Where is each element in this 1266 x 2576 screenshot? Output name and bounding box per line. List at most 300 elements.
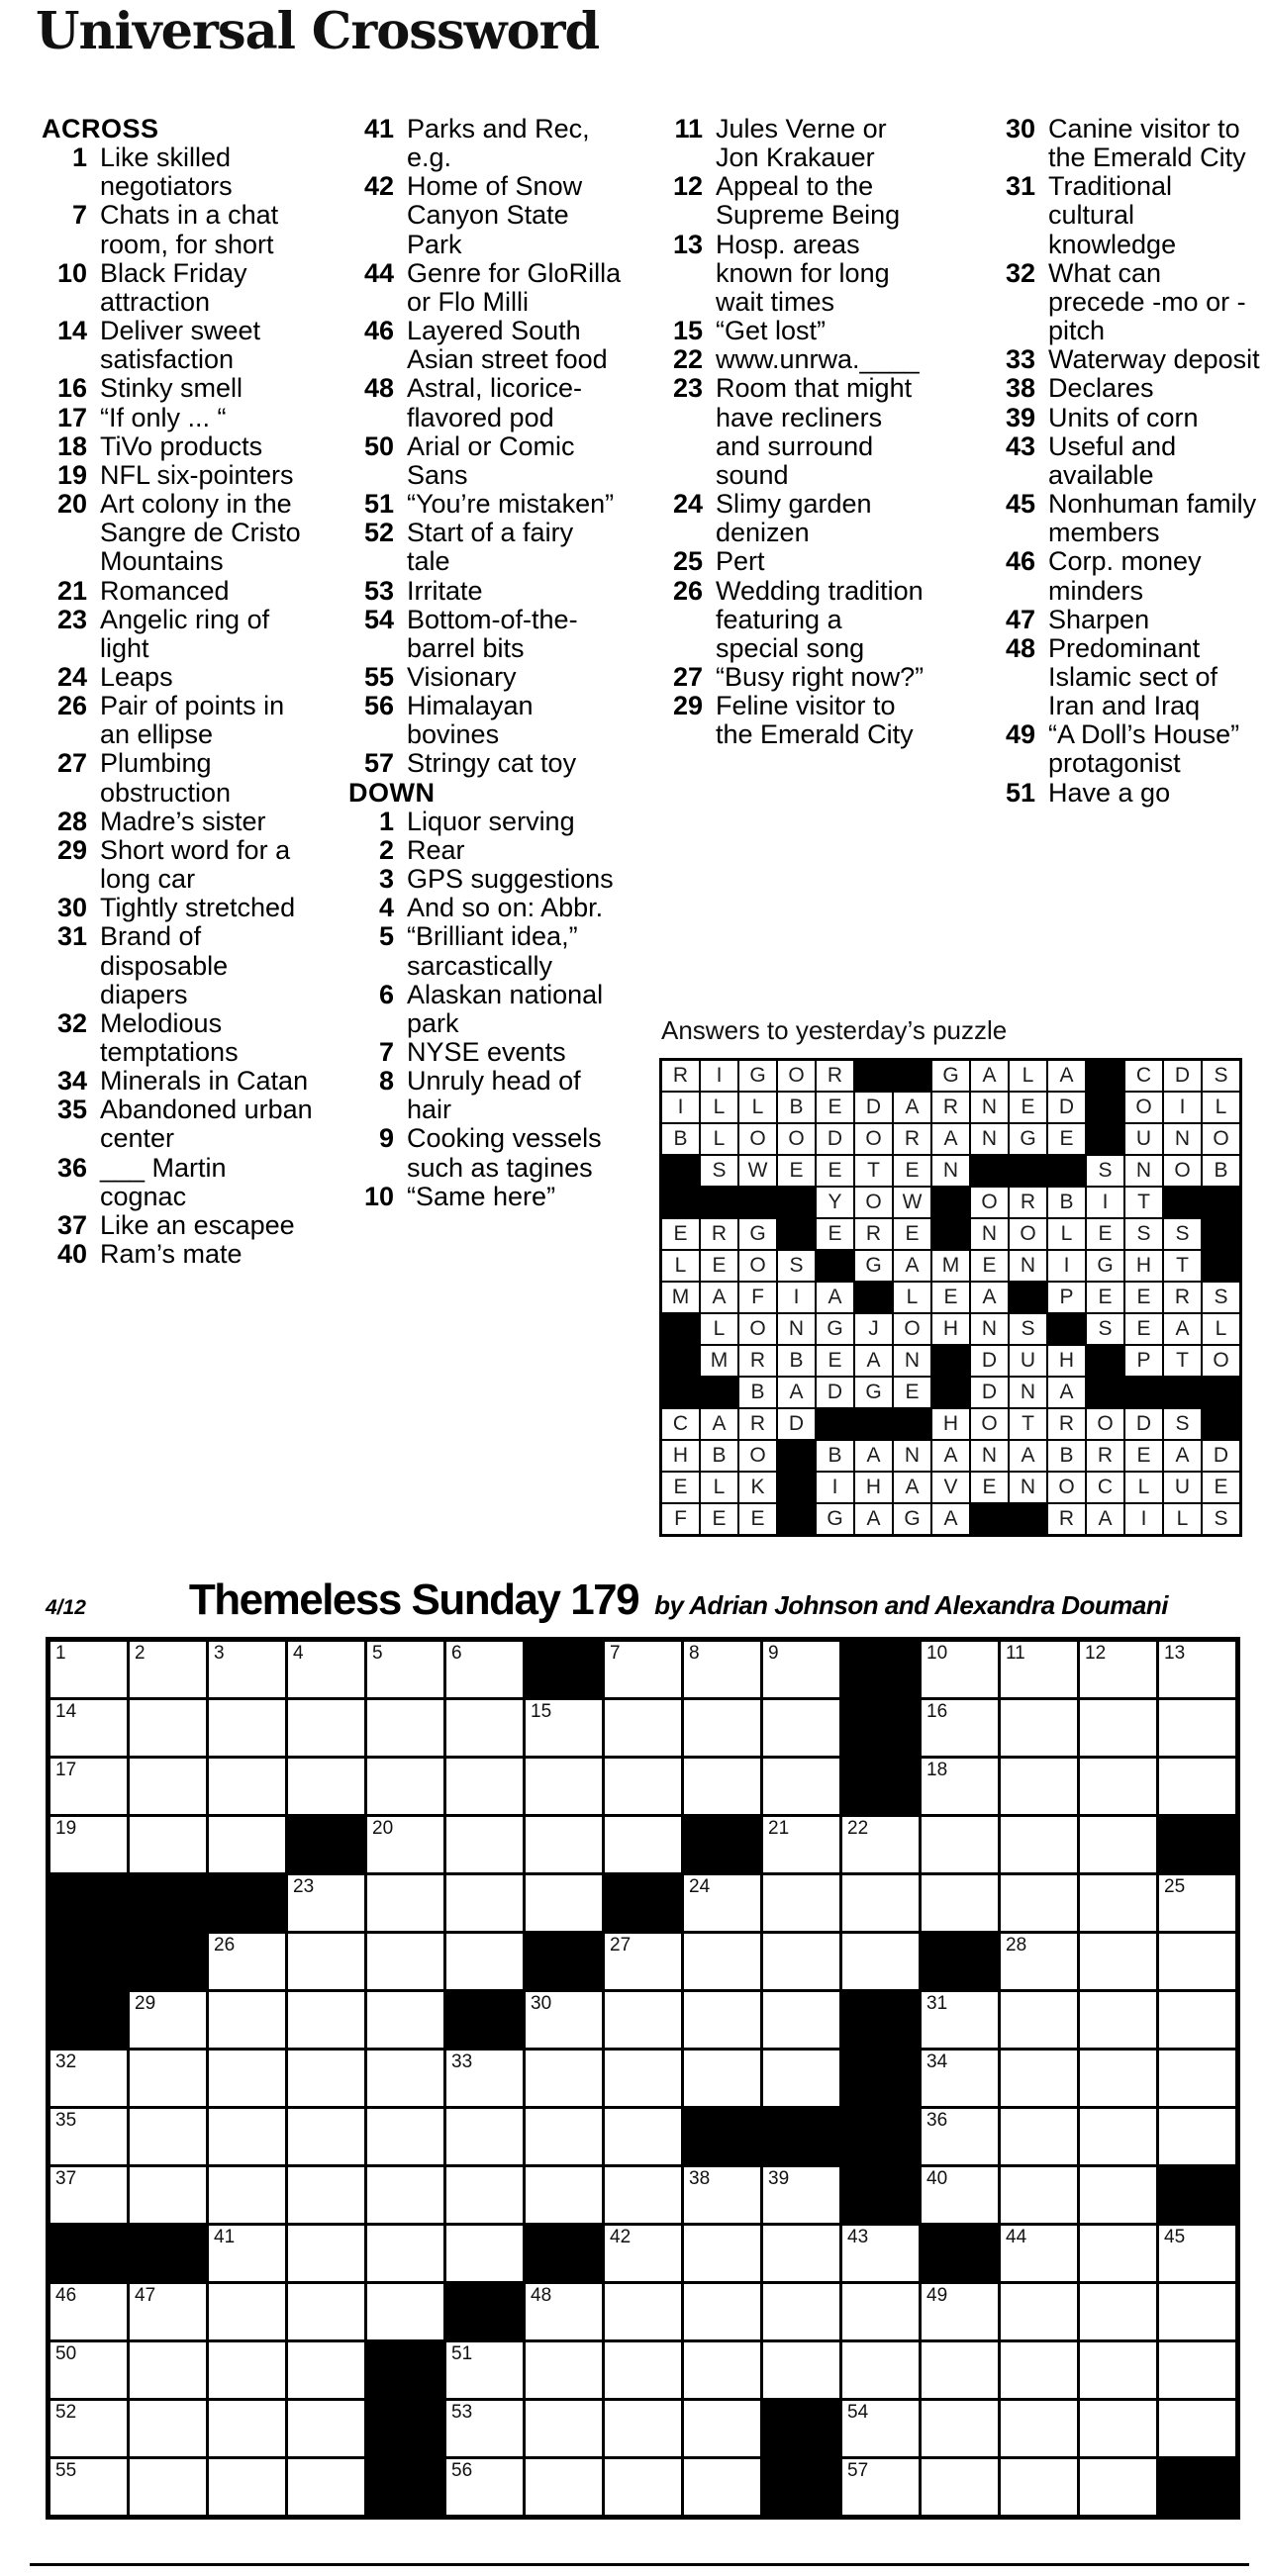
answer-square: K (739, 1473, 776, 1502)
square-number: 25 (1164, 1876, 1186, 1897)
answer-square: B (1048, 1188, 1085, 1217)
square-number: 14 (55, 1701, 77, 1722)
puzzle-square (1001, 1992, 1077, 2048)
answer-square: L (1010, 1061, 1046, 1091)
puzzle-square (1080, 1700, 1156, 1756)
answer-square: L (739, 1093, 776, 1122)
puzzle-square (209, 2284, 285, 2339)
clue-text: Canine visitor to the Emerald City (1048, 114, 1246, 173)
answer-square: L (894, 1283, 930, 1312)
puzzle-square (1001, 1759, 1077, 1814)
puzzle-square (130, 2051, 206, 2106)
puzzle-title: Themeless Sunday 179 (188, 1575, 639, 1624)
puzzle-square (367, 1700, 443, 1756)
clue-number: 27 (672, 661, 703, 692)
black-square (763, 2401, 839, 2456)
clue-number: 46 (363, 316, 394, 346)
clue (990, 720, 1263, 778)
square-number: 39 (768, 2168, 790, 2189)
clue-number: 26 (672, 575, 703, 606)
clue-number: 50 (363, 430, 394, 461)
black-square (1087, 1378, 1123, 1407)
clue (348, 490, 622, 519)
puzzle-square (763, 1934, 839, 1989)
clue (42, 1067, 315, 1096)
black-square (922, 2226, 998, 2281)
answer-square: M (662, 1283, 699, 1312)
puzzle-square (526, 2167, 602, 2223)
square-number: 34 (926, 2051, 948, 2072)
clue-section-heading: ACROSS (42, 114, 159, 143)
black-square (842, 1759, 919, 1814)
answer-square: D (817, 1378, 853, 1407)
clue-number: 34 (56, 1066, 87, 1097)
black-square (662, 1156, 699, 1186)
black-square (778, 1219, 815, 1249)
puzzle-square (209, 1934, 285, 1989)
answer-square: E (932, 1283, 969, 1312)
answer-square: M (932, 1251, 969, 1281)
black-square (932, 1219, 969, 1249)
clue (348, 1067, 622, 1124)
black-square (932, 1346, 969, 1376)
clue-number: 10 (363, 1181, 394, 1211)
clue (42, 143, 315, 201)
answer-square: L (701, 1473, 737, 1502)
answer-square: G (739, 1219, 776, 1249)
puzzle-square (50, 2284, 127, 2339)
puzzle-square (130, 2167, 206, 2223)
black-square (1087, 1346, 1123, 1376)
puzzle-square (446, 2459, 523, 2515)
puzzle-square (605, 1934, 681, 1989)
clue (348, 1124, 622, 1182)
puzzle-square (605, 2401, 681, 2456)
clue-text: Romanced (100, 575, 230, 606)
clue (657, 547, 930, 576)
square-number: 6 (451, 1643, 462, 1664)
puzzle-square (684, 2051, 760, 2106)
answer-square: L (1125, 1473, 1162, 1502)
puzzle-square (209, 1817, 285, 1872)
answer-square: B (739, 1378, 776, 1407)
puzzle-square (288, 2167, 364, 2223)
answer-square: A (932, 1504, 969, 1534)
answer-square: A (778, 1378, 815, 1407)
puzzle-square (288, 2226, 364, 2281)
answer-square: U (1125, 1124, 1162, 1154)
clue (657, 345, 930, 374)
answer-square: E (1125, 1314, 1162, 1344)
black-square (855, 1061, 892, 1091)
clue-text: Himalayan bovines (407, 691, 534, 750)
answer-square: A (1048, 1378, 1085, 1407)
puzzle-square (684, 1700, 760, 1756)
answer-square: D (971, 1378, 1008, 1407)
answer-square: B (1048, 1441, 1085, 1471)
answer-square: A (701, 1283, 737, 1312)
clue-number: 7 (378, 1037, 394, 1067)
answer-square: B (778, 1093, 815, 1122)
clue-text: Waterway deposit (1048, 344, 1260, 375)
answer-square: S (778, 1251, 815, 1281)
clue (348, 836, 622, 865)
clue-text: Hosp. areas known for long wait times (716, 229, 890, 317)
puzzle-square (842, 1875, 919, 1931)
answer-square: A (1164, 1441, 1201, 1471)
answer-square: W (739, 1156, 776, 1186)
black-square (1087, 1093, 1123, 1122)
square-number: 56 (451, 2460, 473, 2481)
answer-square: N (1010, 1378, 1046, 1407)
answer-square: N (1164, 1124, 1201, 1154)
answer-square: E (894, 1378, 930, 1407)
answer-square: I (701, 1061, 737, 1091)
answer-square: N (971, 1219, 1008, 1249)
answer-square: E (1125, 1283, 1162, 1312)
puzzle-square (367, 2284, 443, 2339)
puzzle-square (1001, 2109, 1077, 2164)
clue (42, 663, 315, 692)
clue-text: Home of Snow Canyon State Park (407, 171, 583, 259)
black-square (446, 1992, 523, 2048)
clue (348, 374, 622, 431)
puzzle-square (684, 2284, 760, 2339)
puzzle-square (842, 2401, 919, 2456)
black-square (1159, 2459, 1235, 2515)
square-number: 57 (847, 2460, 869, 2481)
answer-square: E (1010, 1093, 1046, 1122)
clue-number: 25 (672, 546, 703, 577)
answer-square: A (855, 1346, 892, 1376)
puzzle-square (922, 1759, 998, 1814)
black-square (1010, 1283, 1046, 1312)
clue (348, 865, 622, 894)
puzzle-square (1080, 1642, 1156, 1697)
answer-square: L (662, 1251, 699, 1281)
clue-text: Nonhuman family members (1048, 489, 1257, 548)
puzzle-square (209, 2167, 285, 2223)
square-number: 24 (689, 1876, 711, 1897)
clue-text: Room that might have recliners and surround sound (716, 373, 913, 490)
answer-square: O (1048, 1473, 1085, 1502)
puzzle-square (1080, 2342, 1156, 2398)
puzzle-square (1001, 2051, 1077, 2106)
clue-number: 52 (363, 518, 394, 548)
square-number: 38 (689, 2168, 711, 2189)
answer-square: A (894, 1473, 930, 1502)
black-square (50, 1992, 127, 2048)
puzzle-square (526, 2342, 602, 2398)
puzzle-square (50, 2342, 127, 2398)
answer-square: G (817, 1504, 853, 1534)
answer-square: I (778, 1283, 815, 1312)
square-number: 36 (926, 2110, 948, 2131)
clue (348, 577, 622, 606)
puzzle-square (763, 1700, 839, 1756)
puzzle-square (50, 2051, 127, 2106)
answer-square: N (932, 1156, 969, 1186)
puzzle-square (684, 1875, 760, 1931)
black-square (701, 1188, 737, 1217)
clue-number: 6 (378, 979, 394, 1009)
clue-text: Bottom-of-the-barrel bits (407, 604, 578, 663)
clue-text: Predominant Islamic sect of Iran and Iraq (1048, 632, 1218, 721)
clue-number: 31 (56, 921, 87, 952)
answer-square: L (701, 1314, 737, 1344)
clue-text: “If only ... “ (100, 402, 227, 432)
answer-square: A (855, 1441, 892, 1471)
answer-square: S (1203, 1504, 1239, 1534)
puzzle-square (922, 1817, 998, 1872)
clue-text: “Same here” (407, 1181, 556, 1211)
answer-square: D (855, 1093, 892, 1122)
clue-text: Have a go (1048, 777, 1171, 808)
puzzle-square (50, 2109, 127, 2164)
clue-number: 22 (672, 344, 703, 375)
answer-square: D (1203, 1441, 1239, 1471)
answer-square: R (1048, 1409, 1085, 1439)
puzzle-square (605, 1992, 681, 2048)
clue-number: 41 (363, 114, 394, 143)
answer-square: C (1125, 1061, 1162, 1091)
black-square (1203, 1188, 1239, 1217)
clue-text: Start of a fairy tale (407, 518, 574, 577)
clue-number: 11 (674, 114, 703, 143)
clue-text: Madre’s sister (100, 806, 266, 836)
black-square (778, 1188, 815, 1217)
clue (42, 1240, 315, 1269)
puzzle-square (288, 1642, 364, 1697)
answer-square: E (1048, 1124, 1085, 1154)
answer-square: H (855, 1473, 892, 1502)
clue-text: TiVo products (100, 430, 263, 461)
clue (990, 115, 1263, 172)
answer-square: N (894, 1441, 930, 1471)
clue-number: 19 (56, 459, 87, 490)
answer-square: L (1048, 1219, 1085, 1249)
square-number: 49 (926, 2285, 948, 2306)
puzzle-square (763, 2051, 839, 2106)
clue (348, 808, 622, 836)
clue (657, 317, 930, 345)
clue (657, 172, 930, 230)
page-title: Universal Crossword (36, 2, 600, 61)
clue-number: 17 (56, 402, 87, 432)
answer-square: T (1010, 1409, 1046, 1439)
puzzle-square (50, 1700, 127, 1756)
puzzle-square (1159, 1642, 1235, 1697)
puzzle-square (130, 2109, 206, 2164)
square-number: 33 (451, 2051, 473, 2072)
clue-column (657, 115, 930, 749)
clue (657, 231, 930, 317)
clue (42, 490, 315, 576)
clue-number: 37 (56, 1209, 87, 1240)
square-number: 5 (372, 1643, 383, 1664)
clue-text: Art colony in the Sangre de Cristo Mountains (100, 489, 301, 577)
answer-square: P (1125, 1346, 1162, 1376)
answer-square: R (1087, 1441, 1123, 1471)
answer-square: E (778, 1156, 815, 1186)
puzzle-square (922, 1700, 998, 1756)
black-square (1048, 1156, 1085, 1186)
puzzle-square (288, 1875, 364, 1931)
puzzle-square (1080, 2051, 1156, 2106)
black-square (684, 1817, 760, 1872)
clue-text: Cooking vessels such as tagines (407, 1123, 602, 1183)
answer-square: O (971, 1188, 1008, 1217)
answer-square: S (1087, 1314, 1123, 1344)
clue-text: Brand of disposable diapers (100, 921, 229, 1009)
square-number: 12 (1085, 1643, 1107, 1664)
clue-text: Plumbing obstruction (100, 748, 232, 808)
black-square (1087, 1124, 1123, 1154)
black-square (894, 1061, 930, 1091)
square-number: 29 (135, 1993, 156, 2014)
puzzle-square (288, 1934, 364, 1989)
square-number: 17 (55, 1760, 77, 1780)
answer-square: E (701, 1251, 737, 1281)
answer-square: J (855, 1314, 892, 1344)
clue (348, 317, 622, 374)
clue-number: 53 (363, 575, 394, 606)
puzzle-square (1159, 2342, 1235, 2398)
answer-square: G (932, 1061, 969, 1091)
puzzle-square (288, 1700, 364, 1756)
puzzle-square (605, 1700, 681, 1756)
puzzle-square (1001, 1875, 1077, 1931)
black-square (662, 1378, 699, 1407)
puzzle-square (1080, 1817, 1156, 1872)
answer-square: T (855, 1156, 892, 1186)
black-square (209, 1875, 285, 1931)
answer-square: I (1048, 1251, 1085, 1281)
clue-number: 28 (56, 806, 87, 836)
clue (657, 577, 930, 663)
puzzle-square (842, 2284, 919, 2339)
clue-text: Corp. money minders (1048, 546, 1202, 606)
answer-square: D (817, 1124, 853, 1154)
clue-text: ___ Martin cognac (100, 1152, 227, 1211)
answer-square: O (855, 1124, 892, 1154)
square-number: 53 (451, 2402, 473, 2423)
answer-square: E (894, 1156, 930, 1186)
answer-square: O (894, 1314, 930, 1344)
clue (990, 404, 1263, 432)
puzzle-square (922, 2109, 998, 2164)
clue (348, 432, 622, 490)
clue (42, 404, 315, 432)
answer-square: O (739, 1314, 776, 1344)
puzzle-square (922, 2342, 998, 2398)
black-square (1164, 1378, 1201, 1407)
black-square (1087, 1061, 1123, 1091)
answer-square: R (894, 1124, 930, 1154)
square-number: 15 (531, 1701, 552, 1722)
puzzle-square (526, 1875, 602, 1931)
black-square (778, 1441, 815, 1471)
puzzle-square (367, 2051, 443, 2106)
answer-square: Y (817, 1188, 853, 1217)
clue-number: 30 (56, 893, 87, 923)
square-number: 47 (135, 2285, 156, 2306)
clue (657, 374, 930, 490)
answer-square: S (1203, 1061, 1239, 1091)
puzzle-square (130, 1759, 206, 1814)
puzzle-square (922, 2051, 998, 2106)
clue-text: Units of corn (1048, 402, 1199, 432)
puzzle-square (50, 2459, 127, 2515)
clue-text: Ram’s mate (100, 1239, 243, 1270)
black-square (763, 2109, 839, 2164)
answer-square: B (701, 1441, 737, 1471)
answer-square: O (739, 1251, 776, 1281)
clue-number: 30 (1005, 114, 1035, 143)
puzzle-square (526, 2284, 602, 2339)
puzzle-square (922, 2401, 998, 2456)
clue-number: 15 (672, 316, 703, 346)
puzzle-square (605, 2109, 681, 2164)
puzzle-square (1159, 2051, 1235, 2106)
black-square (1164, 1188, 1201, 1217)
clue (42, 461, 315, 490)
black-square (1203, 1409, 1239, 1439)
clue (657, 663, 930, 692)
answer-square: C (1087, 1473, 1123, 1502)
black-square (684, 2109, 760, 2164)
answer-square: O (778, 1124, 815, 1154)
clue-number: 21 (56, 575, 87, 606)
clue (348, 606, 622, 663)
puzzle-square (446, 1934, 523, 1989)
answer-square: R (739, 1409, 776, 1439)
clue-text: Visionary (407, 661, 517, 692)
clue-number: 40 (56, 1239, 87, 1270)
answer-square: B (1203, 1156, 1239, 1186)
puzzle-square (446, 2342, 523, 2398)
clue-number: 23 (56, 604, 87, 634)
answer-square: H (1048, 1346, 1085, 1376)
answer-square: F (662, 1504, 699, 1534)
square-number: 7 (610, 1643, 621, 1664)
answer-square: D (1164, 1061, 1201, 1091)
puzzle-square (605, 2167, 681, 2223)
clue (348, 172, 622, 258)
answer-square: L (1203, 1093, 1239, 1122)
clue-text: “Brilliant idea,” sarcastically (407, 921, 578, 981)
puzzle-square (1001, 1934, 1077, 1989)
square-number: 43 (847, 2227, 869, 2247)
clue-column (42, 115, 315, 1269)
clue-number: 51 (363, 489, 394, 520)
clue-number: 42 (363, 171, 394, 202)
puzzle-square (446, 2109, 523, 2164)
puzzle-square (367, 2167, 443, 2223)
clue (42, 1211, 315, 1240)
answer-square: N (971, 1441, 1008, 1471)
answer-square: S (1010, 1314, 1046, 1344)
black-square (605, 1875, 681, 1931)
black-square (50, 1934, 127, 1989)
answer-square: O (1164, 1156, 1201, 1186)
puzzle-square (50, 1817, 127, 1872)
puzzle-grid (46, 1637, 1240, 2520)
clue-text: Abandoned urban center (100, 1095, 313, 1154)
answer-square: E (817, 1346, 853, 1376)
clue-text: NYSE events (407, 1037, 566, 1067)
clue-text: Jules Verne or Jon Krakauer (716, 114, 887, 173)
